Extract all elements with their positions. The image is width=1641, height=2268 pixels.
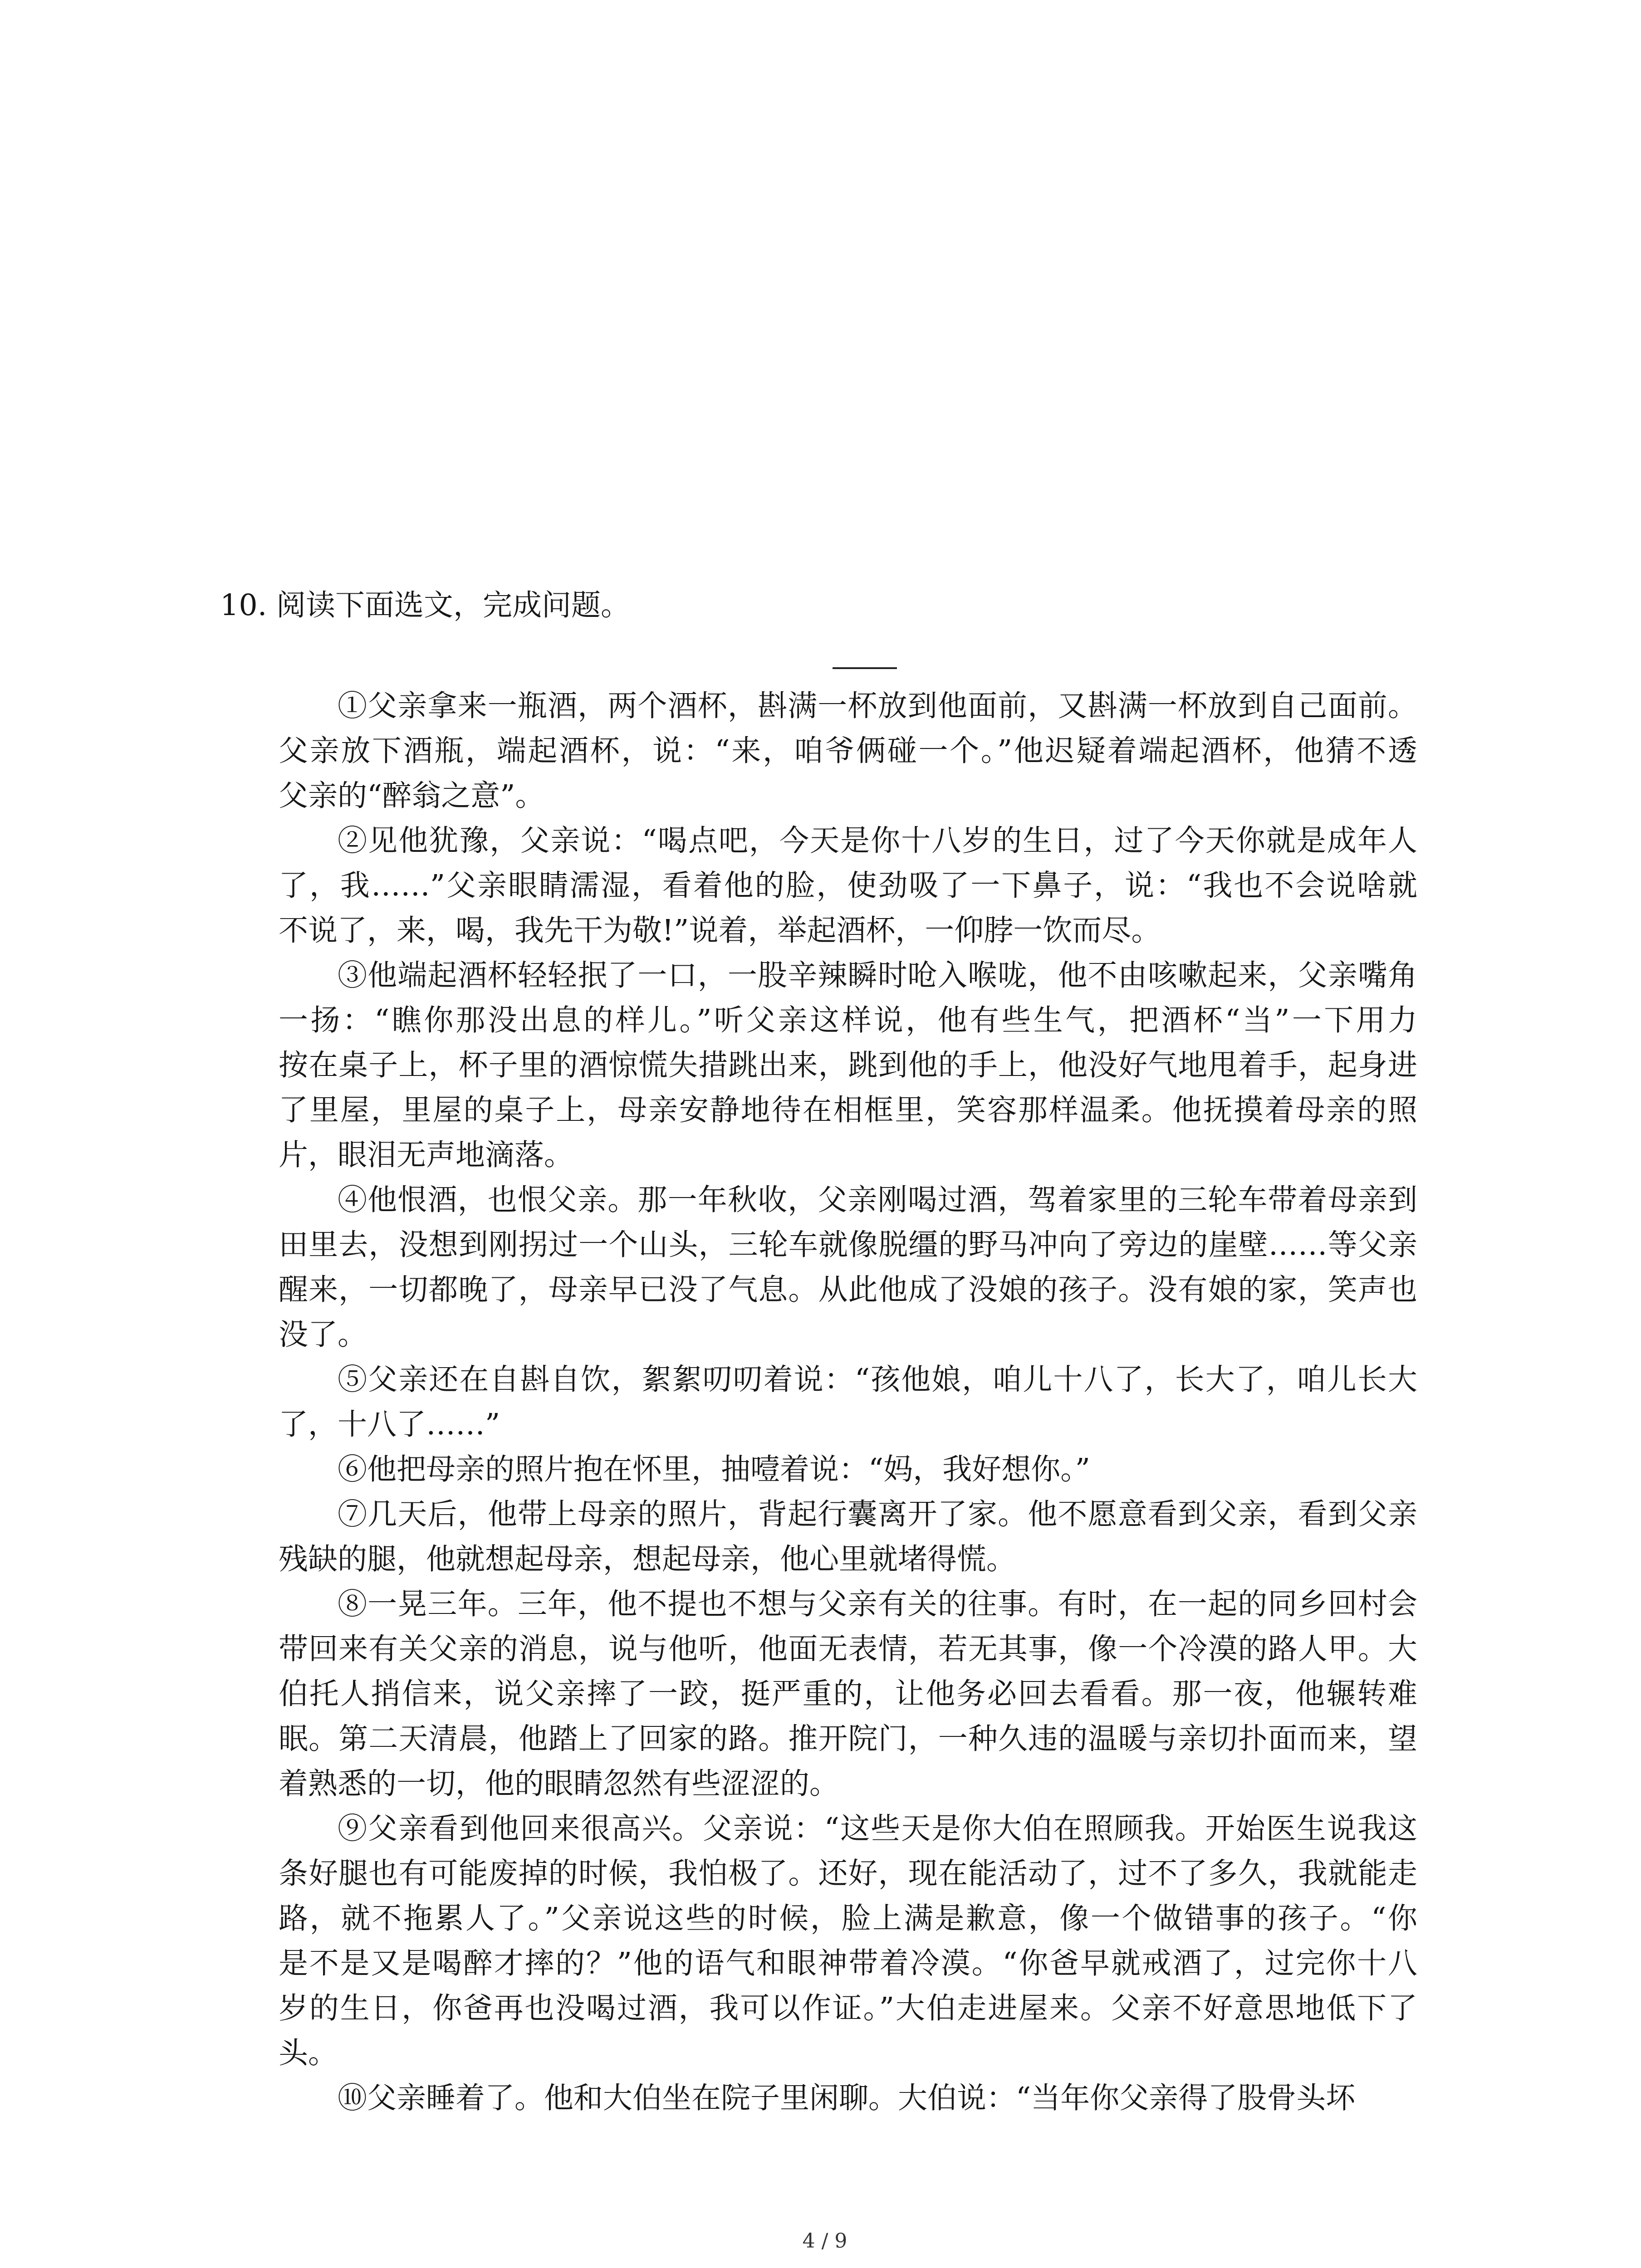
text-line: ⑥他把母亲的照片抱在怀里，抽噎着说：“妈，我好想你。”: [338, 1452, 1090, 1486]
paragraph: [279, 1447, 1417, 1492]
paragraph: [279, 2076, 1417, 2121]
text-line: 一扬：“瞧你那没出息的样儿。”听父亲这样说，他有些生气，把酒杯“当”一下用力: [279, 1003, 1418, 1037]
text-line: 了，十八了……”: [279, 1408, 500, 1442]
text-line: 父亲放下酒瓶，端起酒杯，说：“来，咱爷俩碰一个。”他迟疑着端起酒杯，他猜不透: [279, 734, 1417, 768]
paragraph: [279, 953, 1417, 1178]
text-line: 按在桌子上，杯子里的酒惊慌失措跳出来，跳到他的手上，他没好气地甩着手，起身进: [279, 1048, 1417, 1082]
paragraph: [279, 1357, 1417, 1447]
text-line: 头。: [279, 2036, 338, 2070]
article-title-blank-line: [833, 667, 897, 669]
question-title: 10. 阅读下面选文，完成问题。: [220, 588, 631, 622]
paragraph: [279, 1492, 1417, 1582]
text-line: 田里去，没想到刚拐过一个山头，三轮车就像脱缰的野马冲向了旁边的崖壁……等父亲: [279, 1228, 1417, 1262]
paragraph: [279, 1582, 1417, 1806]
text-line: 父亲的“醉翁之意”。: [279, 779, 545, 813]
text-line: ⑨父亲看到他回来很高兴。父亲说：“这些天是你大伯在照顾我。开始医生说我这: [338, 1812, 1417, 1846]
text-line: ②见他犹豫，父亲说：“喝点吧，今天是你十八岁的生日，过了今天你就是成年人: [338, 824, 1417, 858]
text-line: 着熟悉的一切，他的眼睛忽然有些涩涩的。: [279, 1767, 839, 1801]
text-line: 片，眼泪无声地滴落。: [279, 1138, 574, 1172]
paragraph: [279, 1178, 1417, 1357]
text-line: ⑤父亲还在自斟自饮，絮絮叨叨着说：“孩他娘，咱儿十八了，长大了，咱儿长大: [338, 1363, 1417, 1397]
text-line: ④他恨酒，也恨父亲。那一年秋收，父亲刚喝过酒，驾着家里的三轮车带着母亲到: [338, 1183, 1417, 1217]
text-line: ⑩父亲睡着了。他和大伯坐在院子里闲聊。大伯说：“当年你父亲得了股骨头坏: [338, 2081, 1356, 2115]
text-line: 不说了，来，喝，我先干为敬!”说着，举起酒杯，一仰脖一饮而尽。: [279, 914, 1161, 948]
page-number: 4 / 9: [802, 2229, 847, 2253]
text-line: 没了。: [279, 1318, 367, 1352]
text-line: ⑧一晃三年。三年，他不提也不想与父亲有关的往事。有时，在一起的同乡回村会: [338, 1587, 1417, 1621]
text-line: 条好腿也有可能废掉的时候，我怕极了。还好，现在能活动了，过不了多久，我就能走: [279, 1857, 1417, 1891]
paragraph: [279, 1806, 1417, 2076]
text-line: 醒来，一切都晚了，母亲早已没了气息。从此他成了没娘的孩子。没有娘的家，笑声也: [279, 1273, 1417, 1307]
article-body: [279, 684, 1417, 2121]
text-line: 了里屋，里屋的桌子上，母亲安静地待在相框里，笑容那样温柔。他抚摸着母亲的照: [279, 1093, 1417, 1127]
text-line: 残缺的腿，他就想起母亲，想起母亲，他心里就堵得慌。: [279, 1542, 1016, 1576]
text-line: 路，就不拖累人了。”父亲说这些的时候，脸上满是歉意，像一个做错事的孩子。“你: [279, 1901, 1417, 1936]
text-line: ①父亲拿来一瓶酒，两个酒杯，斟满一杯放到他面前，又斟满一杯放到自己面前。: [338, 689, 1417, 723]
paragraph: [279, 684, 1417, 818]
text-line: ③他端起酒杯轻轻抿了一口，一股辛辣瞬时呛入喉咙，他不由咳嗽起来，父亲嘴角: [338, 958, 1417, 992]
paragraph: [279, 818, 1417, 953]
text-line: 岁的生日，你爸再也没喝过酒，我可以作证。”大伯走进屋来。父亲不好意思地低下了: [279, 1991, 1417, 2025]
text-line: 带回来有关父亲的消息，说与他听，他面无表情，若无其事，像一个冷漠的路人甲。大: [279, 1632, 1417, 1666]
text-line: ⑦几天后，他带上母亲的照片，背起行囊离开了家。他不愿意看到父亲，看到父亲: [338, 1497, 1417, 1531]
text-line: 是不是又是喝醉才摔的？”他的语气和眼神带着冷漠。“你爸早就戒酒了，过完你十八: [279, 1946, 1417, 1980]
text-line: 了，我……”父亲眼睛濡湿，看着他的脸，使劲吸了一下鼻子，说：“我也不会说啥就: [279, 869, 1417, 903]
text-line: 伯托人捎信来，说父亲摔了一跤，挺严重的，让他务必回去看看。那一夜，他辗转难: [279, 1677, 1417, 1711]
text-line: 眠。第二天清晨，他踏上了回家的路。推开院门，一种久违的温暖与亲切扑面而来，望: [279, 1722, 1417, 1756]
